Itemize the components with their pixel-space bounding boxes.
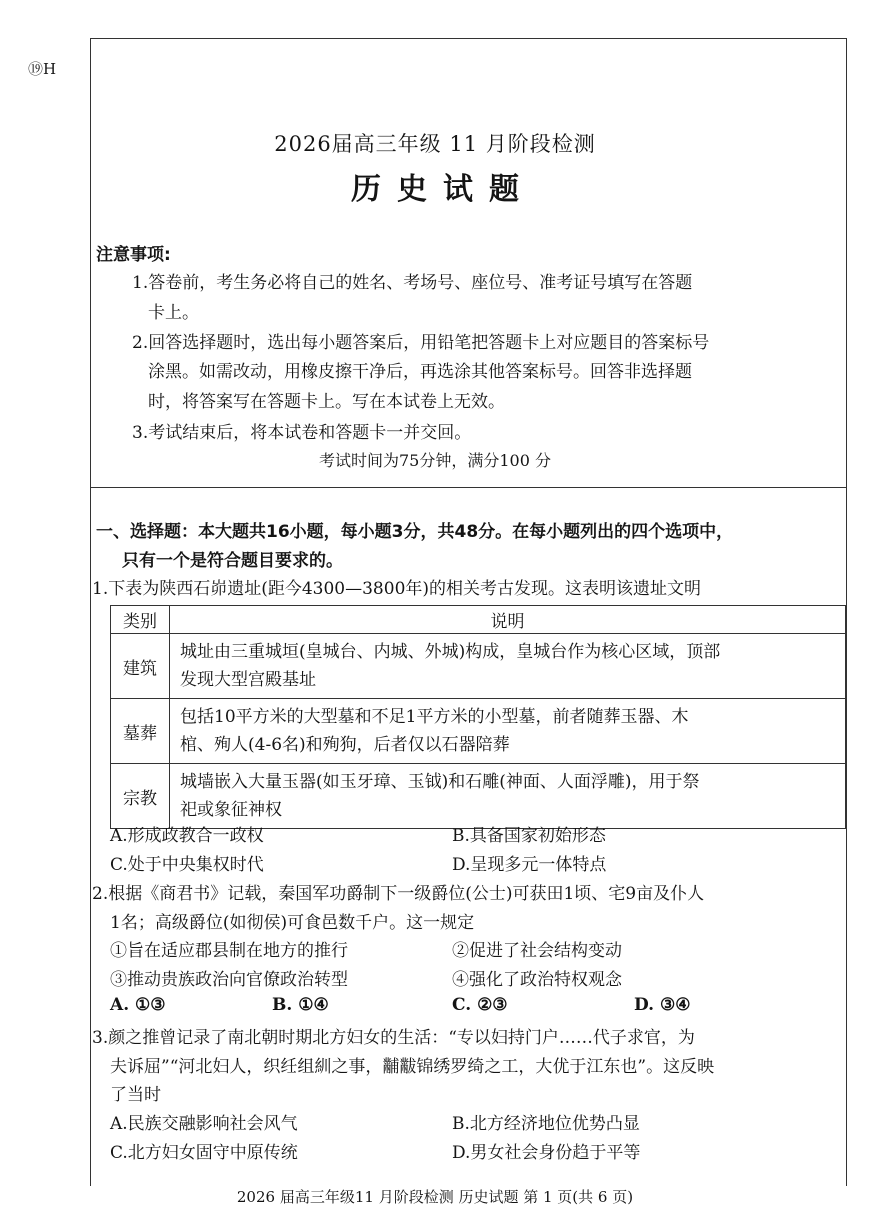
table-cell-description xyxy=(170,634,846,699)
table-row xyxy=(111,764,846,829)
notice-line: 2.回答选择题时，选出每小题答案后，用铅笔把答题卡上对应题目的答案标号 xyxy=(132,333,710,353)
q1-stem: 1.下表为陕西石峁遗址(距今4300—3800年)的相关考古发现。这表明该遗址文明 xyxy=(92,579,702,599)
q3-option-d: D.男女社会身份趋于平等 xyxy=(452,1143,641,1163)
q3-stem-cont: 夫诉屈”“河北妇人，织纴组紃之事，黼黻锦绣罗绮之工，大优于江东也”。这反映 xyxy=(110,1057,715,1077)
right-margin-line xyxy=(846,38,847,1186)
q2-item-3: ③推动贵族政治向官僚政治转型 xyxy=(110,970,348,990)
q3-option-c: C.北方妇女固守中原传统 xyxy=(110,1143,298,1163)
table-row xyxy=(111,699,846,764)
corner-mark: ⑲H xyxy=(28,60,57,78)
notice-line: 时，将答案写在答题卡上。写在本试卷上无效。 xyxy=(148,392,505,412)
desc-line: 发现大型宫殿基址 xyxy=(180,670,316,690)
desc-line: 祀或象征神权 xyxy=(180,800,282,820)
q2-option-a: A. ①③ xyxy=(110,995,166,1015)
q2-stem: 2.根据《商君书》记载，秦国军功爵制下一级爵位(公士)可获田1顷、宅9亩及仆人 xyxy=(92,884,705,904)
desc-line: 城址由三重城垣(皇城台、内城、外城)构成，皇城台作为核心区域，顶部 xyxy=(180,642,721,662)
q2-option-c: C. ②③ xyxy=(452,995,508,1015)
q3-option-b: B.北方经济地位优势凸显 xyxy=(452,1114,640,1134)
archaeology-table xyxy=(110,605,846,829)
notice-line: 1.答卷前，考生务必将自己的姓名、考场号、座位号、准考证号填写在答题 xyxy=(132,273,693,293)
desc-line: 包括10平方米的大型墓和不足1平方米的小型墓，前者随葬玉器、木 xyxy=(180,707,689,727)
q2-stem-cont: 1名；高级爵位(如彻侯)可食邑数千户。这一规定 xyxy=(110,913,475,933)
exam-duration: 考试时间为75分钟，满分100 分 xyxy=(319,451,551,470)
notice-line: 涂黑。如需改动，用橡皮擦干净后，再选涂其他答案标号。回答非选择题 xyxy=(148,362,692,382)
table-row xyxy=(111,634,846,699)
table-cell-description xyxy=(170,699,846,764)
notice-line: 卡上。 xyxy=(148,303,199,323)
q3-stem: 3.颜之推曾记录了南北朝时期北方妇女的生活：“专以妇持门户……代子求官，为 xyxy=(92,1028,695,1048)
subject-title: 历史试题 xyxy=(351,172,535,207)
desc-line: 棺、殉人(4-6名)和殉狗，后者仅以石器陪葬 xyxy=(180,735,510,755)
q3-option-a: A.民族交融影响社会风气 xyxy=(110,1114,298,1134)
table-cell-description xyxy=(170,764,846,829)
q2-item-4: ④强化了政治特权观念 xyxy=(452,970,622,990)
table-cell-category: 建筑 xyxy=(111,634,170,699)
top-rule xyxy=(90,38,847,39)
exam-title: 2026届高三年级 11 月阶段检测 xyxy=(274,132,596,156)
notice-line: 3.考试结束后，将本试卷和答题卡一并交回。 xyxy=(132,423,472,443)
q1-option-b: B.具备国家初始形态 xyxy=(452,826,606,846)
q1-option-a: A.形成政教合一政权 xyxy=(110,826,264,846)
table-header-category: 类别 xyxy=(111,606,170,634)
table-header-row xyxy=(111,606,846,634)
table-cell-category: 墓葬 xyxy=(111,699,170,764)
notice-heading: 注意事项: xyxy=(96,245,171,265)
q2-option-b: B. ①④ xyxy=(272,995,329,1015)
table-cell-category: 宗教 xyxy=(111,764,170,829)
section-heading: 一、选择题：本大题共16小题，每小题3分，共48分。在每小题列出的四个选项中， xyxy=(96,522,734,542)
q2-item-2: ②促进了社会结构变动 xyxy=(452,941,622,961)
q2-item-1: ①旨在适应郡县制在地方的推行 xyxy=(110,941,348,961)
page-footer: 2026 届高三年级11 月阶段检测 历史试题 第 1 页(共 6 页) xyxy=(236,1188,634,1206)
section-heading-cont: 只有一个是符合题目要求的。 xyxy=(122,551,343,571)
q1-option-c: C.处于中央集权时代 xyxy=(110,855,264,875)
left-margin-line xyxy=(90,38,91,1186)
notice-separator-rule xyxy=(90,487,847,488)
table-header-description: 说明 xyxy=(170,606,846,634)
q3-stem-cont2: 了当时 xyxy=(110,1085,161,1105)
q2-option-d: D. ③④ xyxy=(634,995,691,1015)
desc-line: 城墙嵌入大量玉器(如玉牙璋、玉钺)和石雕(神面、人面浮雕)，用于祭 xyxy=(180,772,700,792)
q1-option-d: D.呈现多元一体特点 xyxy=(452,855,607,875)
